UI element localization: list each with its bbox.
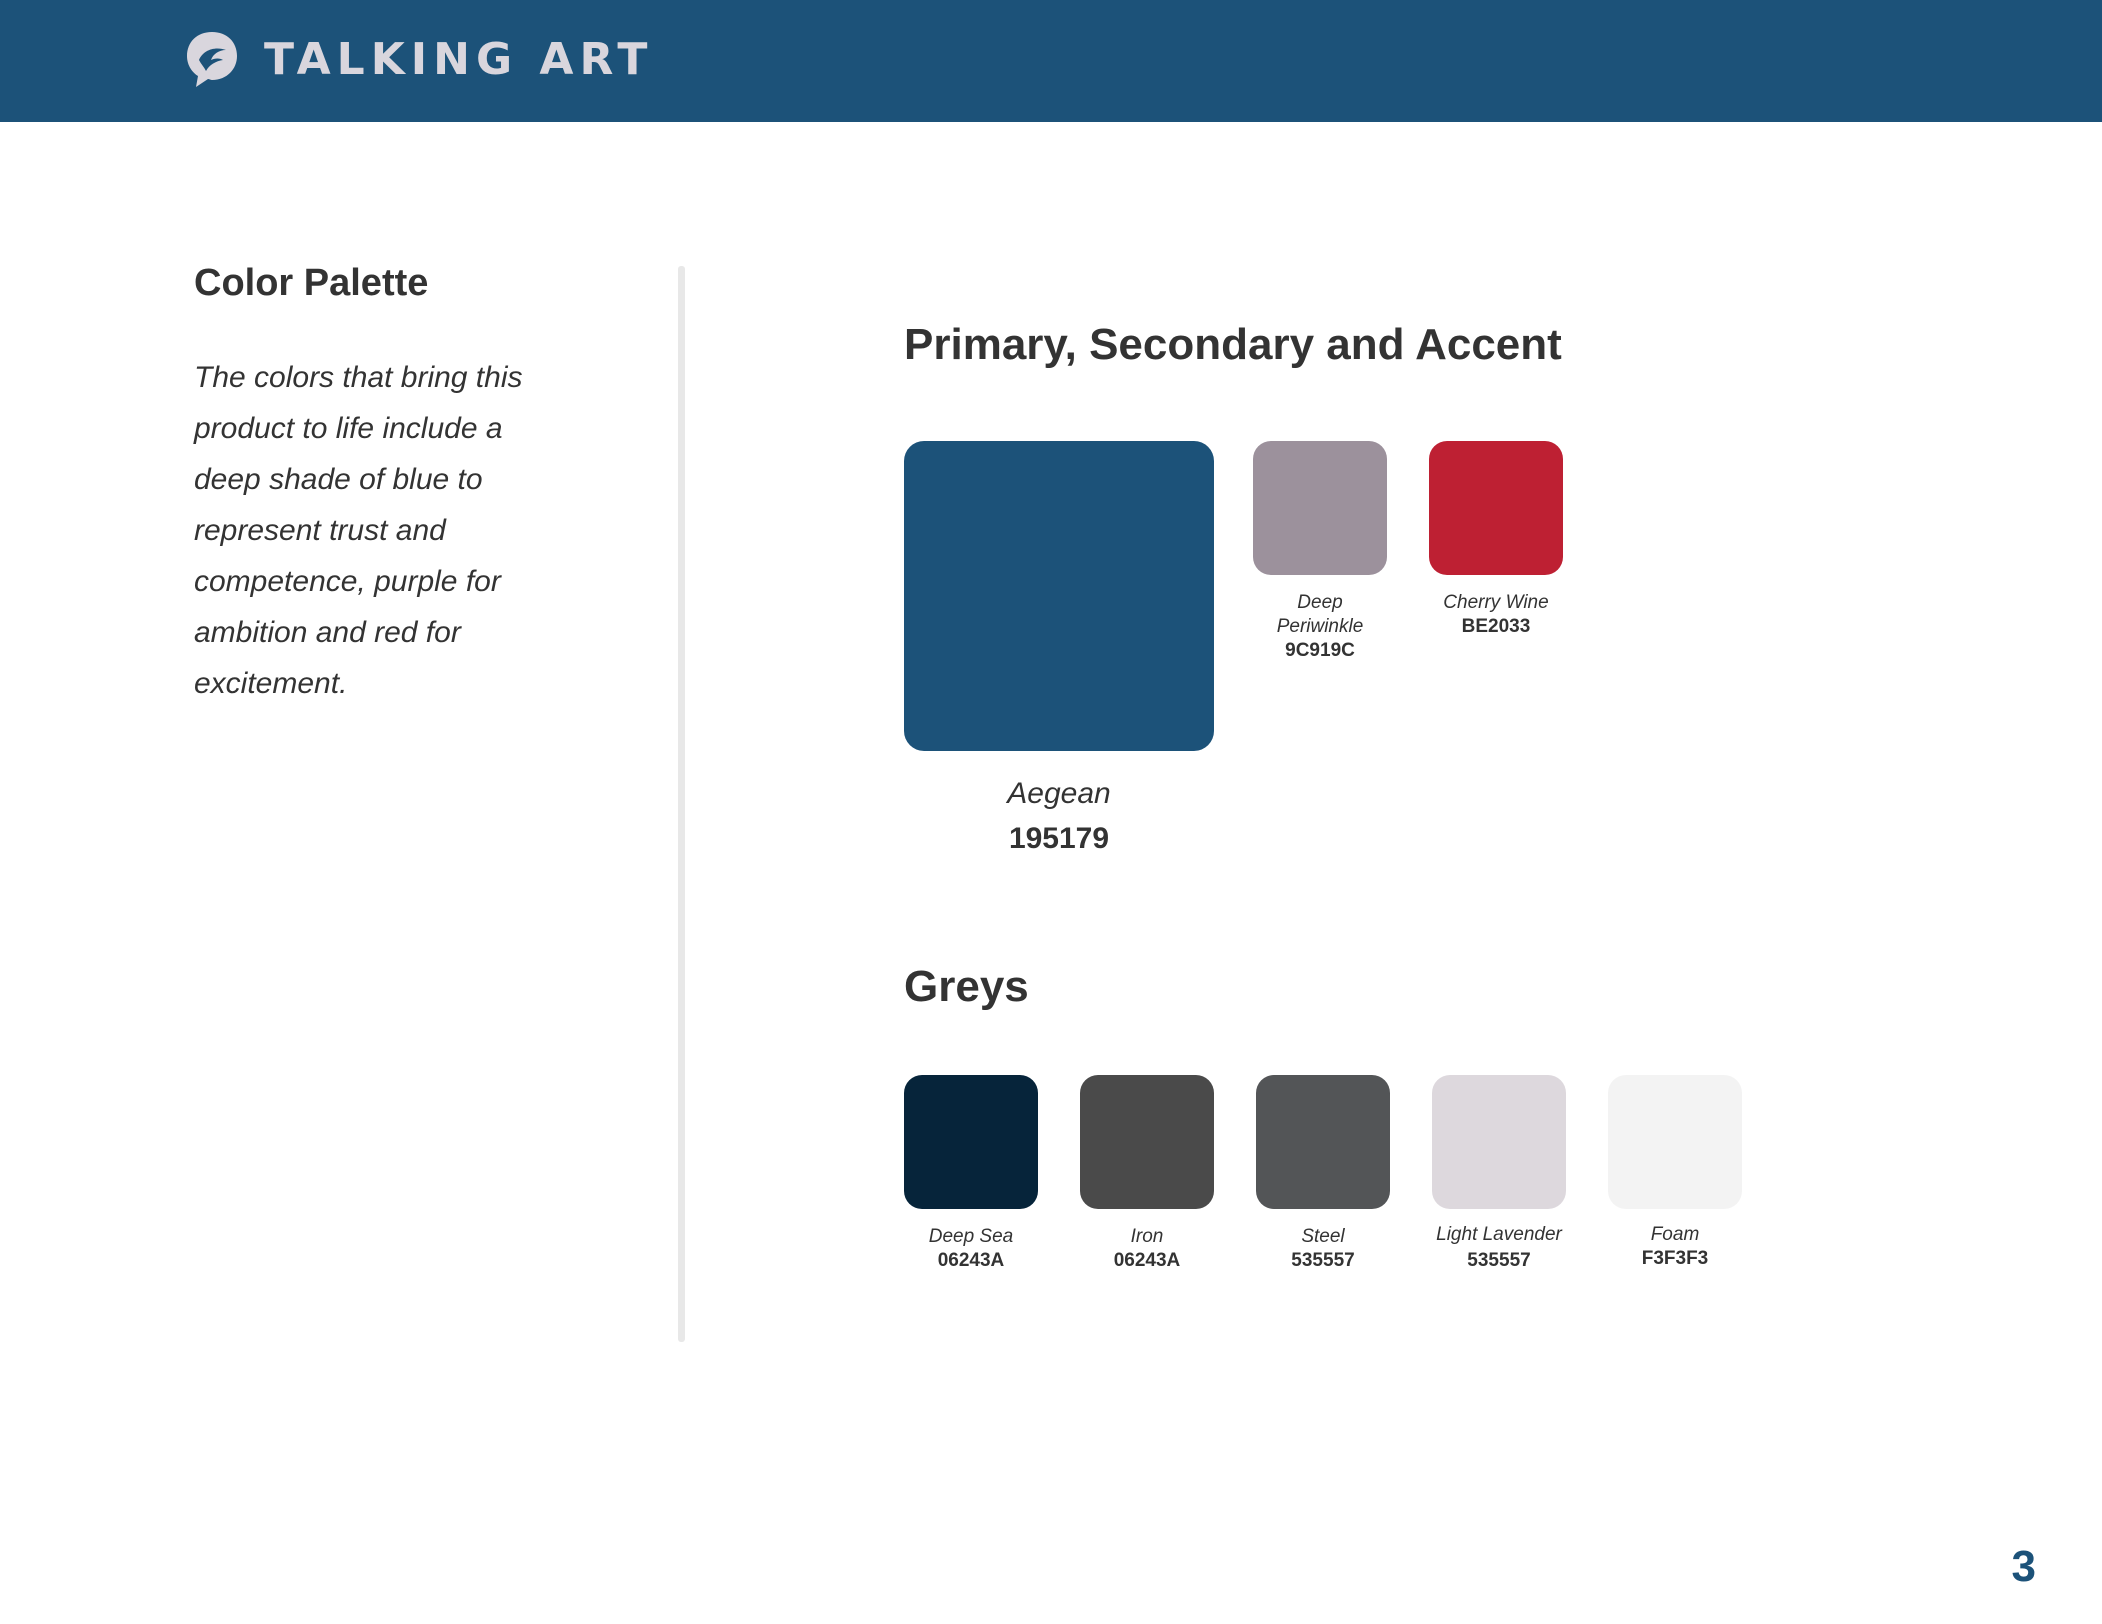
swatch-name: Deep Periwinkle (1276, 592, 1364, 637)
swatch-hex: 06243A (1113, 1250, 1181, 1271)
swatch-name: Deep Sea (928, 1226, 1014, 1247)
swatch-hex: 195179 (1008, 822, 1110, 855)
swatch-hex: 9C919C (1285, 640, 1355, 661)
vertical-divider (678, 266, 685, 1342)
swatch-light-lavender (1410, 1075, 1588, 1275)
swatch-chip (1608, 1075, 1742, 1209)
swatch-chip (1253, 441, 1387, 575)
header-bar (0, 0, 2102, 122)
swatch-chip (1432, 1075, 1566, 1209)
swatch-deep-sea (904, 1075, 1038, 1273)
swatch-cherry-wine (1407, 441, 1585, 639)
primary-section-title: Primary, Secondary and Accent (904, 320, 1562, 369)
brand-logo[interactable] (184, 28, 653, 90)
swatch-chip (1080, 1075, 1214, 1209)
greys-section-title: Greys (904, 962, 1029, 1011)
sidebar-description: The colors that bring this product to life include a deep shade of blue to represent trust and competence, purple for ambition and red for excitement. (194, 361, 523, 700)
swatch-hex: 06243A (937, 1250, 1005, 1271)
swatch-foam (1608, 1075, 1742, 1271)
swatch-hex: 535557 (1291, 1250, 1355, 1271)
swatch-name: Aegean (1007, 777, 1111, 810)
brand-name: TALKING ART (264, 33, 654, 85)
sidebar-heading: Color Palette (194, 262, 429, 304)
swatch-steel (1256, 1075, 1390, 1273)
swatch-name: Iron (1130, 1226, 1164, 1247)
swatch-hex: BE2033 (1461, 616, 1531, 637)
speech-bubble-logo-icon (184, 29, 240, 89)
swatch-name: Foam (1650, 1224, 1700, 1245)
swatch-chip (1256, 1075, 1390, 1209)
swatch-name: Steel (1301, 1226, 1345, 1247)
swatch-aegean (904, 441, 1214, 861)
page-number: 3 (2011, 1542, 2036, 1591)
swatch-chip (1429, 441, 1563, 575)
swatch-deep-periwinkle (1253, 441, 1387, 663)
swatch-name: Cherry Wine (1443, 592, 1549, 613)
swatch-hex: 535557 (1467, 1250, 1531, 1271)
swatch-hex: F3F3F3 (1641, 1248, 1709, 1269)
swatch-chip (904, 441, 1214, 751)
swatch-name: Light Lavender (1436, 1224, 1562, 1245)
swatch-chip (904, 1075, 1038, 1209)
swatch-iron (1080, 1075, 1214, 1273)
